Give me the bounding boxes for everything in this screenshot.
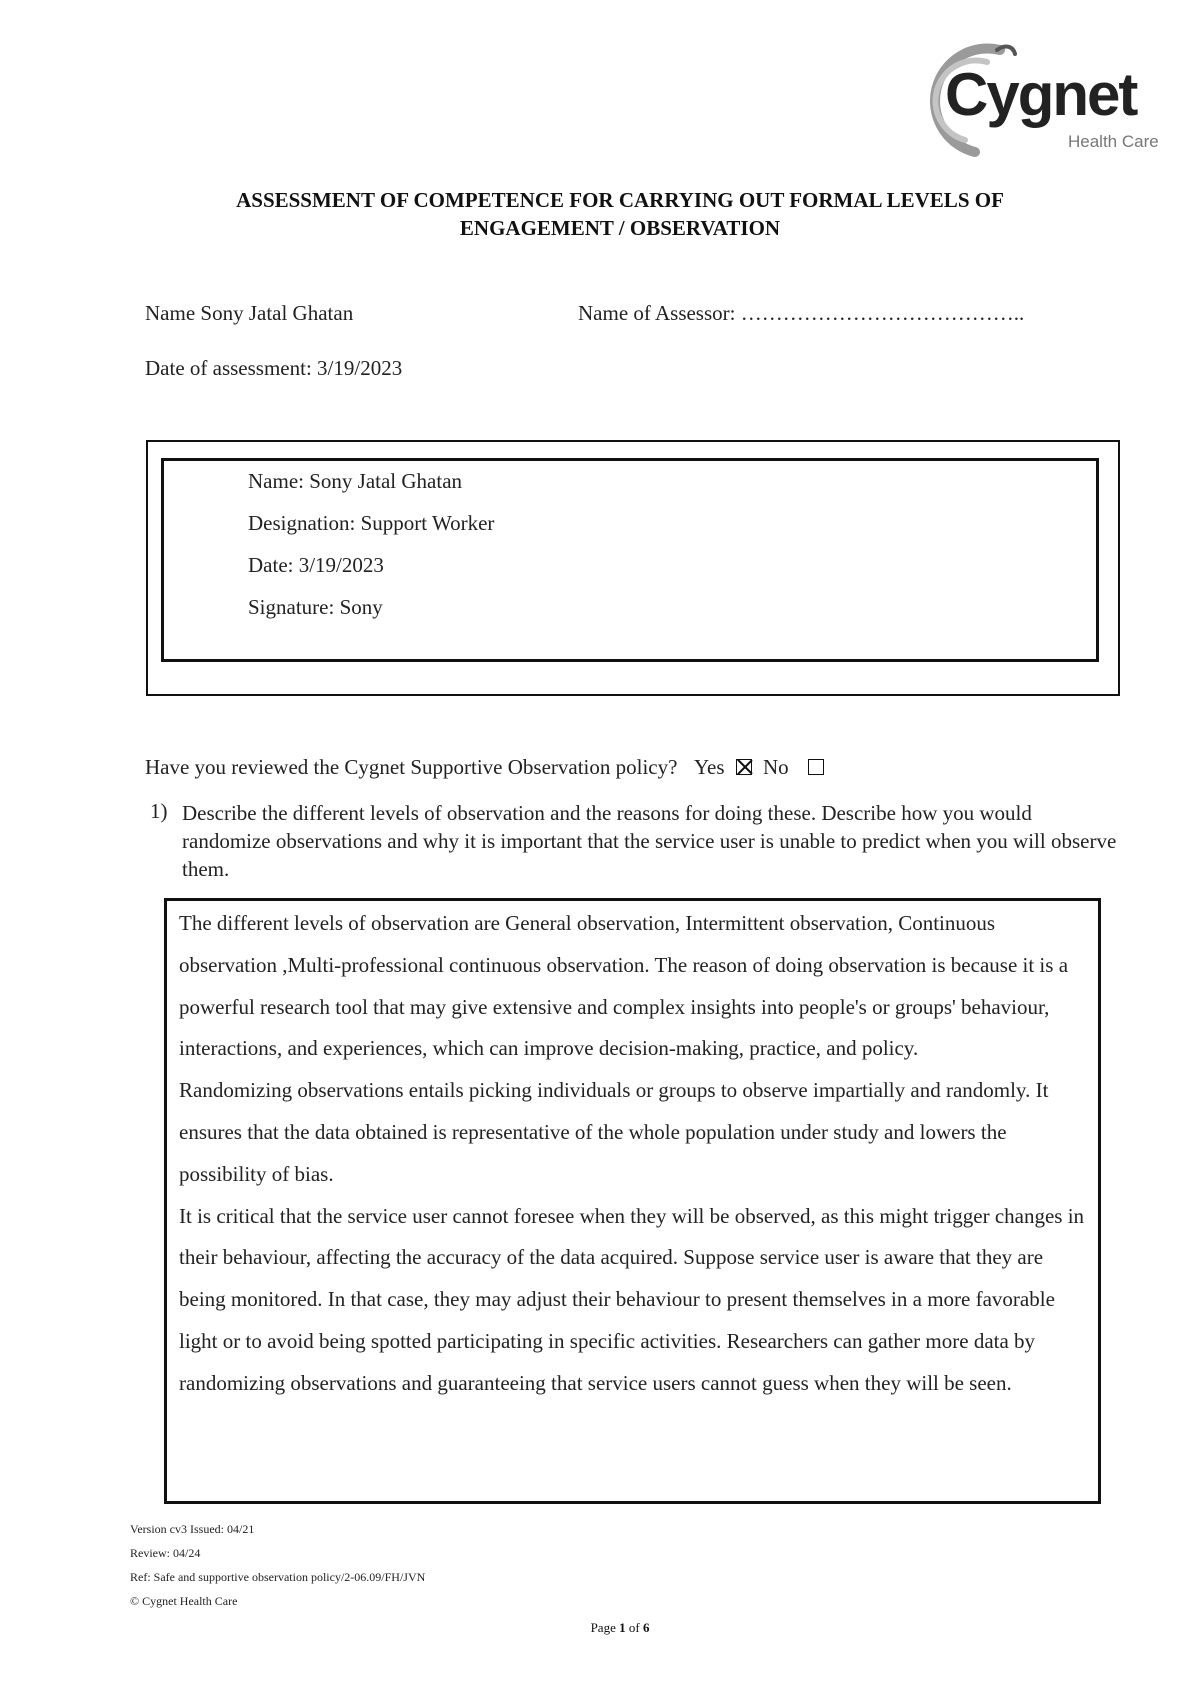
assessor-name-field[interactable]: Name of Assessor: ………………………………….. xyxy=(578,301,1025,325)
footer-reference: Ref: Safe and supportive observation policy/2-06.09/FH/JVN xyxy=(130,1570,426,1584)
candidate-name-field[interactable]: Name Sony Jatal Ghatan xyxy=(145,301,354,325)
policy-question-text: Have you reviewed the Cygnet Supportive Observation policy? xyxy=(145,755,678,779)
title-line-2: ENGAGEMENT / OBSERVATION xyxy=(459,216,781,240)
cygnet-logo xyxy=(905,40,1175,160)
answer-1-paragraph-2: Randomizing observations entails picking individuals or groups to observe impartially and randomly. It ensures that the data obtained is representative of the whole population under study and lowers the possibility of bias. xyxy=(179,1078,1049,1186)
logo-subtitle-text: Health Care xyxy=(1068,132,1159,151)
no-checkbox[interactable] xyxy=(808,759,824,775)
page-mid: of xyxy=(625,1620,643,1635)
answer-1-paragraph-3: It is critical that the service user cannot foresee when they will be observed, as this might trigger changes in their behaviour, affecting the accuracy of the data acquired. Suppose service user is aware that they are being monitored. In that case, they may adjust their behaviour to present themselves in a more favorable light or to avoid being spotted participating in specific activities. Researchers can gather more data by randomizing observations and guaranteeing that service users cannot guess when they will be seen. xyxy=(179,1203,1085,1395)
footer-version: Version cv3 Issued: 04/21 xyxy=(130,1522,255,1536)
signature-box-date[interactable]: Date: 3/19/2023 xyxy=(248,553,384,577)
question-1-text: Describe the different levels of observation and the reasons for doing these. Describe how you would randomize observations and why it is important that the service user is unable to predict when you will observe them. xyxy=(182,801,1117,881)
answer-1-text[interactable] xyxy=(179,903,1089,1405)
page-total: 6 xyxy=(642,1620,650,1635)
page-current: 1 xyxy=(619,1620,626,1635)
signature-box-designation[interactable]: Designation: Support Worker xyxy=(248,511,495,535)
signature-box-name[interactable]: Name: Sony Jatal Ghatan xyxy=(248,469,463,493)
assessment-date-field[interactable]: Date of assessment: 3/19/2023 xyxy=(145,356,403,380)
footer-copyright: © Cygnet Health Care xyxy=(130,1594,238,1608)
page-prefix: Page xyxy=(590,1620,620,1635)
page-number xyxy=(0,1620,1200,1636)
yes-checkbox[interactable] xyxy=(736,759,752,775)
answer-1-paragraph-1: The different levels of observation are General observation, Intermittent observation, Continuous observation ,Multi-professional continuous observation. The reason of doing observation is because it is a powerful research tool that may give extensive and complex insights into people's or groups' behaviour, interactions, and experiences, which can improve decision-making, practice, and policy. xyxy=(179,911,1069,1061)
question-1-number: 1) xyxy=(150,799,168,823)
logo-brand-text: Cygnet xyxy=(945,61,1137,128)
footer-review: Review: 04/24 xyxy=(130,1546,201,1560)
document-title xyxy=(120,186,1120,242)
no-label: No xyxy=(763,755,789,779)
signature-box-signature[interactable]: Signature: Sony xyxy=(248,595,383,619)
policy-review-question xyxy=(145,755,830,780)
yes-label: Yes xyxy=(693,755,725,779)
title-line-1: ASSESSMENT OF COMPETENCE FOR CARRYING OUT FORMAL LEVELS OF xyxy=(236,188,1004,212)
